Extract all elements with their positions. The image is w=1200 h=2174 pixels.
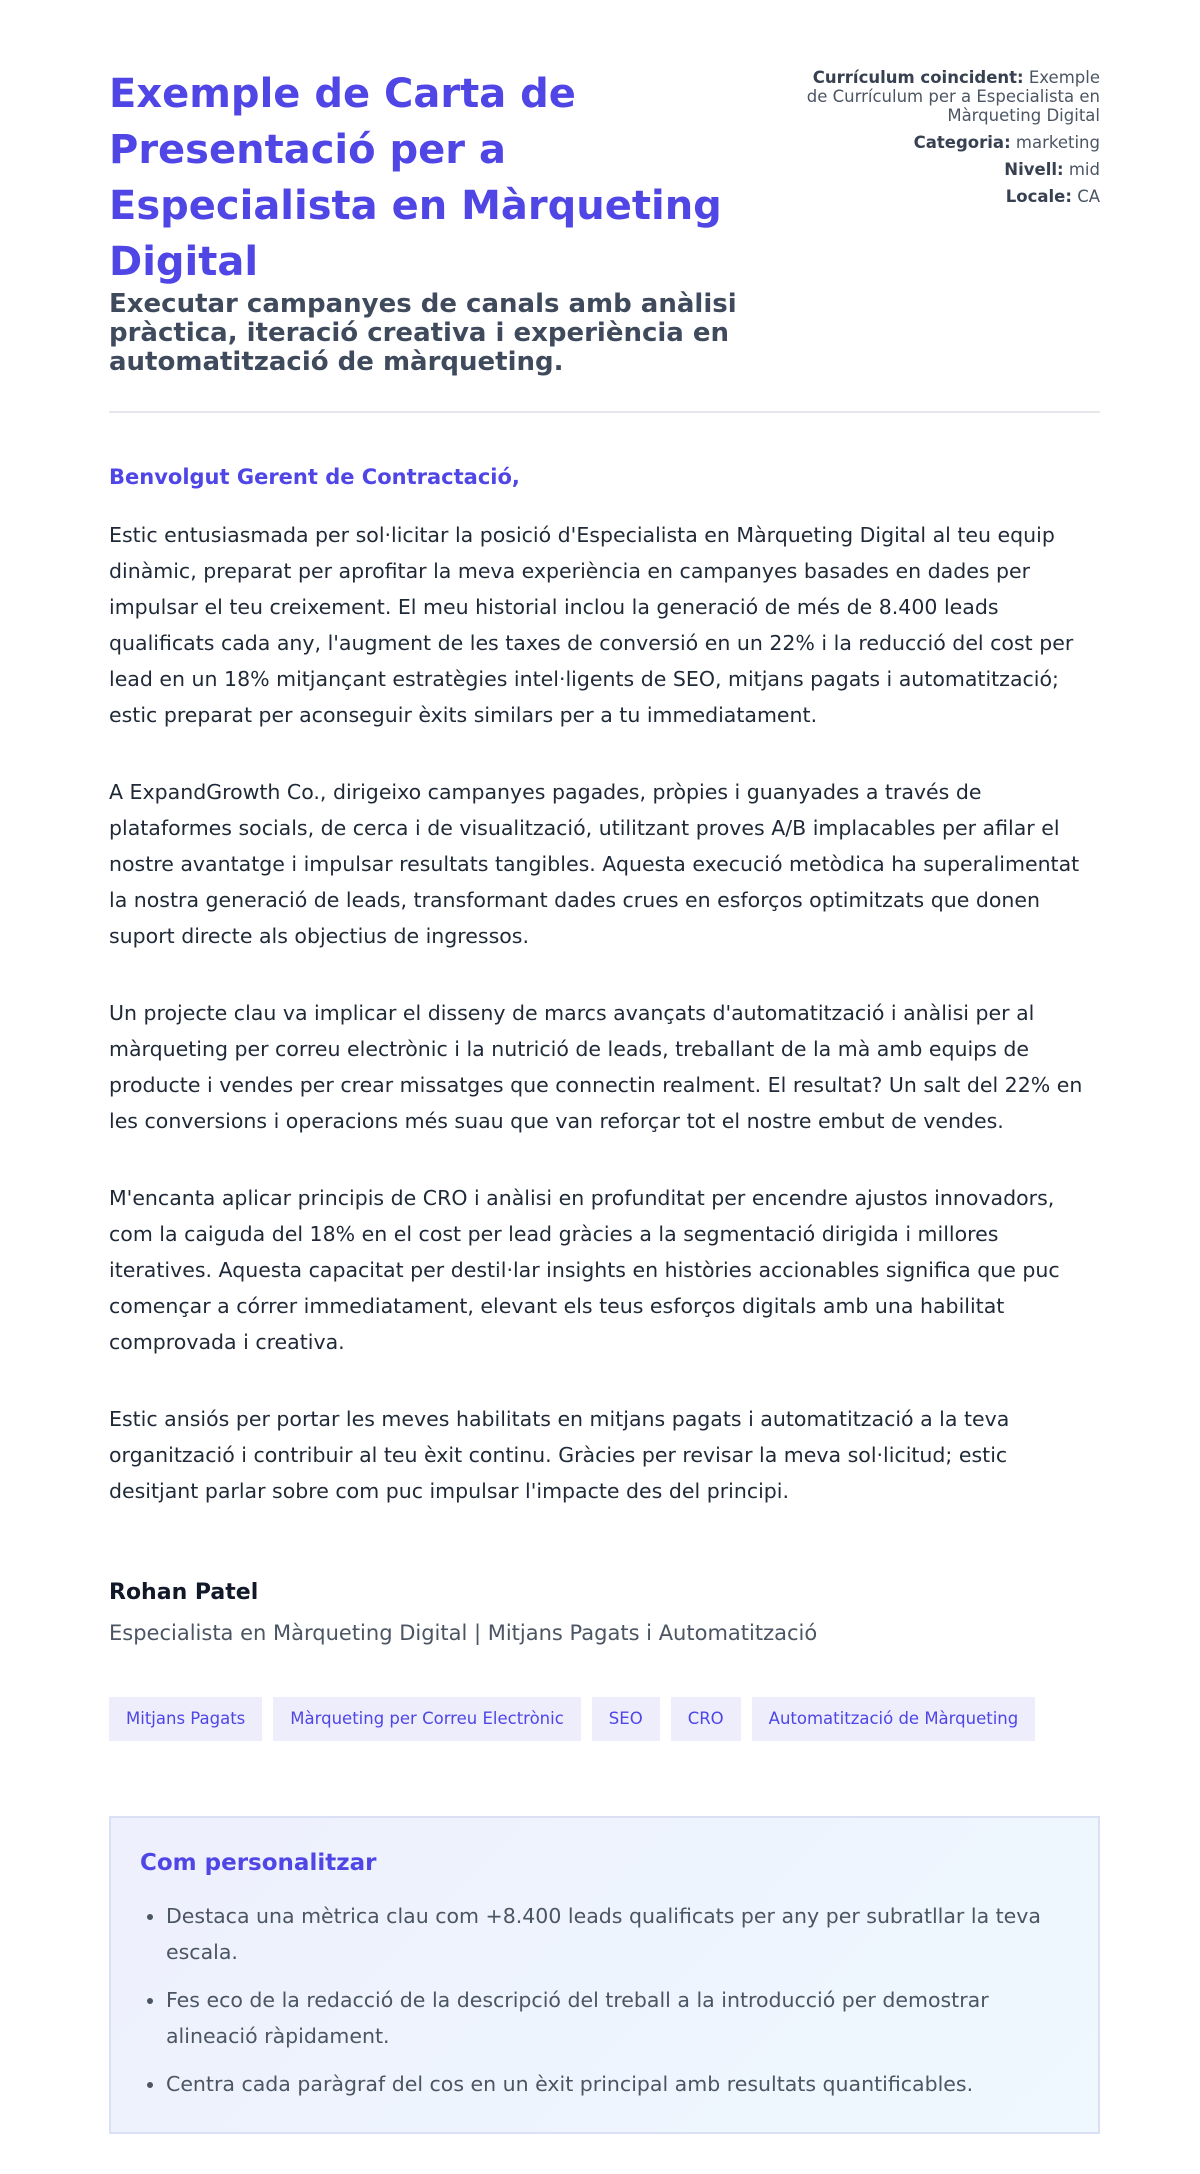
meta-category (800, 133, 1100, 152)
meta-locale (800, 187, 1100, 206)
meta-resume-label: Currículum coincident: (812, 68, 1024, 87)
customization-tips (109, 1816, 1100, 2134)
skill-tag: Automatització de Màrqueting (752, 1697, 1036, 1741)
meta-category-value: marketing (1015, 133, 1100, 152)
letter-paragraph: A ExpandGrowth Co., dirigeixo campanyes pagades, pròpies i guanyades a través de plataformes socials, de cerca i de visualització, utilitzant proves A/B implacables per afilar el nostre avantatge i impulsar resultats tangibles. Aquesta execució metòdica ha superalimentat la nostra generació de leads, transformant dades crues en esforços optimitzats que donen suport directe als objectius de ingressos. (109, 780, 1080, 948)
signature (109, 1579, 1100, 1647)
page-subtitle: Executar campanyes de canals amb anàlisi pràctica, iteració creativa i experiència en automatització de màrqueting. (109, 289, 737, 377)
skill-tag: CRO (671, 1697, 741, 1741)
page-title: Exemple de Carta de Presentació per a Especialista en Màrqueting Digital (109, 71, 722, 285)
skill-tag: SEO (592, 1697, 660, 1741)
tip-item: • Centra cada paràgraf del cos en un èxit principal amb resultats quantificables. (166, 2066, 1070, 2102)
tips-heading: Com personalitzar (140, 1850, 377, 1876)
meta-level-label: Nivell: (1004, 160, 1064, 179)
skill-tag: Mitjans Pagats (109, 1697, 262, 1741)
skill-tag: Màrqueting per Correu Electrònic (273, 1697, 581, 1741)
letter-paragraph: M'encanta aplicar principis de CRO i anàlisi en profunditat per encendre ajustos innovadors, com la caiguda del 18% en el cost per lead gràcies a la segmentació dirigida i millores iteratives. Aquesta capacitat per destil·lar insights en històries accionables significa que puc començar a córrer immediatament, elevant els teus esforços digitals amb una habilitat comprovada i creativa. (109, 1186, 1060, 1354)
meta-locale-value: CA (1077, 187, 1100, 206)
greeting: Benvolgut Gerent de Contractació, (109, 465, 520, 489)
tips-list (140, 1898, 1070, 2102)
meta-resume-value: Exemple de Currículum per a Especialista en Màrqueting Digital (806, 68, 1100, 125)
skill-tags (109, 1697, 1100, 1741)
tip-item: • Destaca una mètrica clau com +8.400 leads qualificats per any per subratllar la teva escala. (166, 1898, 1070, 1970)
divider (109, 411, 1100, 413)
header (109, 66, 1100, 377)
meta-resume (800, 68, 1100, 125)
meta-info (800, 68, 1100, 214)
meta-locale-label: Locale: (1005, 187, 1072, 206)
meta-category-label: Categoria: (913, 133, 1011, 152)
letter-paragraph: Un projecte clau va implicar el disseny de marcs avançats d'automatització i anàlisi per al màrqueting per correu electrònic i la nutrició de leads, treballant de la mà amb equips de producte i vendes per crear missatges que connectin realment. El resultat? Un salt del 22% en les conversions i operacions més suau que van reforçar tot el nostre embut de vendes. (109, 1001, 1083, 1133)
letter-paragraph: Estic ansiós per portar les meves habilitats en mitjans pagats i automatització a la teva organització i contribuir al teu èxit continu. Gràcies per revisar la meva sol·licitud; estic desitjant parlar sobre com puc impulsar l'impacte des del principi. (109, 1407, 1010, 1503)
signature-title: Especialista en Màrqueting Digital | Mitjans Pagats i Automatització (109, 1621, 818, 1645)
meta-level (800, 160, 1100, 179)
title-block (109, 66, 749, 377)
signature-name: Rohan Patel (109, 1580, 259, 1605)
cover-letter-page (109, 66, 1100, 2134)
tip-item: • Fes eco de la redacció de la descripció del treball a la introducció per demostrar alineació ràpidament. (166, 1982, 1070, 2054)
meta-level-value: mid (1068, 160, 1100, 179)
letter-paragraph: Estic entusiasmada per sol·licitar la posició d'Especialista en Màrqueting Digital al teu equip dinàmic, preparat per aprofitar la meva experiència en campanyes basades en dades per impulsar el teu creixement. El meu historial inclou la generació de més de 8.400 leads qualificats cada any, l'augment de les taxes de conversió en un 22% i la reducció del cost per lead en un 18% mitjançant estratègies intel·ligents de SEO, mitjans pagats i automatització; estic preparat per aconseguir èxits similars per a tu immediatament. (109, 523, 1074, 727)
letter-body (109, 517, 1100, 1509)
